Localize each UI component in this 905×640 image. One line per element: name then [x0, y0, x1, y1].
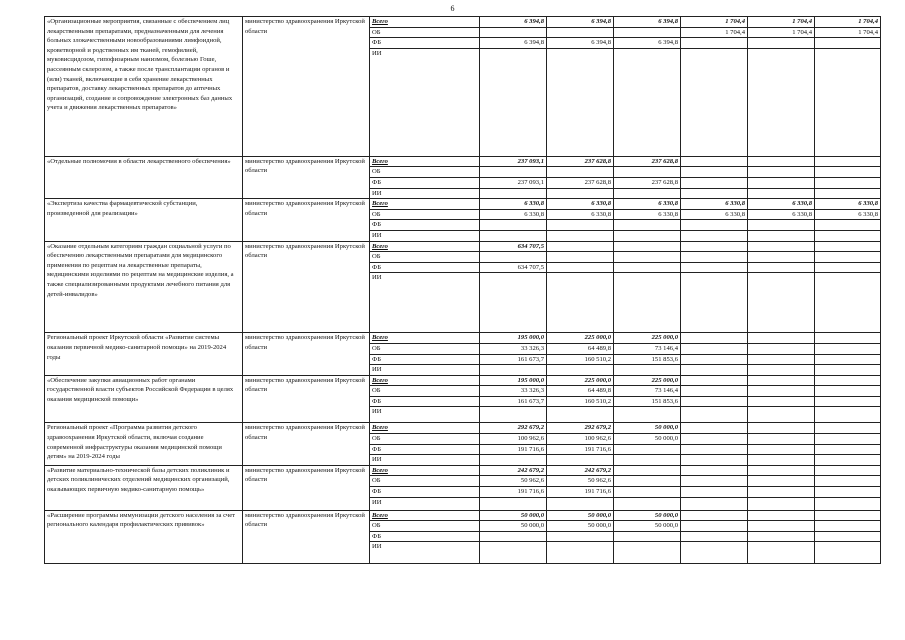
amount-cell: 6 330,8 — [748, 199, 815, 210]
amount-cell — [748, 38, 815, 49]
funding-source: Всего — [370, 156, 480, 167]
table-row — [45, 375, 881, 386]
amount-cell — [547, 167, 614, 178]
amount-cell — [614, 407, 681, 423]
amount-cell — [480, 167, 547, 178]
amount-cell — [815, 434, 881, 445]
amount-cell — [748, 343, 815, 354]
amount-cell — [815, 177, 881, 188]
amount-cell: 50 000,0 — [614, 434, 681, 445]
amount-cell — [815, 167, 881, 178]
amount-cell — [748, 434, 815, 445]
amount-cell — [681, 156, 748, 167]
funding-source: ОБ — [370, 521, 480, 532]
amount-cell: 50 000,0 — [480, 510, 547, 521]
amount-cell — [480, 497, 547, 510]
amount-cell — [614, 476, 681, 487]
funding-source: ОБ — [370, 434, 480, 445]
funding-source: Всего — [370, 333, 480, 344]
amount-cell — [547, 542, 614, 564]
amount-cell — [681, 375, 748, 386]
amount-cell — [681, 252, 748, 263]
amount-cell: 64 489,8 — [547, 343, 614, 354]
page-number: 6 — [450, 4, 455, 13]
amount-cell — [748, 487, 815, 498]
amount-cell: 237 093,1 — [480, 156, 547, 167]
amount-cell — [681, 273, 748, 333]
amount-cell: 634 707,5 — [480, 241, 547, 252]
responsible-org: министерство здравоохранения Иркутской области — [243, 241, 370, 333]
amount-cell — [547, 262, 614, 273]
amount-cell — [748, 521, 815, 532]
amount-cell — [748, 177, 815, 188]
responsible-org: министерство здравоохранения Иркутской области — [243, 199, 370, 241]
amount-cell — [681, 38, 748, 49]
amount-cell: 1 704,4 — [681, 17, 748, 28]
funding-source: ОБ — [370, 27, 480, 38]
funding-source: ФБ — [370, 531, 480, 542]
measure-name: «Обеспечение закупки авиационных работ органами государственной власти субъектов Российской Федерации в целях оказания медицинской помощи» — [45, 375, 243, 423]
amount-cell — [815, 230, 881, 241]
funding-source: Всего — [370, 375, 480, 386]
amount-cell — [815, 333, 881, 344]
amount-cell — [547, 497, 614, 510]
amount-cell — [547, 48, 614, 156]
amount-cell: 100 962,6 — [480, 434, 547, 445]
amount-cell — [681, 262, 748, 273]
measure-name: Региональный проект Иркутской области «Развитие системы оказания первичной медико-санитарной помощи» на 2019-2024 годы — [45, 333, 243, 375]
amount-cell: 50 000,0 — [480, 521, 547, 532]
amount-cell: 237 628,8 — [547, 156, 614, 167]
amount-cell: 191 716,6 — [547, 444, 614, 455]
amount-cell — [815, 354, 881, 365]
amount-cell — [748, 354, 815, 365]
amount-cell — [815, 407, 881, 423]
amount-cell — [748, 48, 815, 156]
funding-source: Всего — [370, 241, 480, 252]
amount-cell: 50 000,0 — [547, 510, 614, 521]
amount-cell: 191 716,6 — [480, 444, 547, 455]
amount-cell — [480, 531, 547, 542]
amount-cell — [815, 396, 881, 407]
amount-cell: 225 000,0 — [547, 375, 614, 386]
amount-cell: 6 330,8 — [547, 199, 614, 210]
amount-cell — [614, 230, 681, 241]
amount-cell: 50 000,0 — [547, 521, 614, 532]
amount-cell — [748, 510, 815, 521]
amount-cell — [681, 386, 748, 397]
amount-cell — [681, 423, 748, 434]
responsible-org: министерство здравоохранения Иркутской области — [243, 423, 370, 465]
amount-cell — [815, 220, 881, 231]
measure-name: «Экспертиза качества фармацевтической субстанции, произведенной для реализации» — [45, 199, 243, 241]
amount-cell — [681, 230, 748, 241]
amount-cell: 50 962,6 — [547, 476, 614, 487]
amount-cell — [815, 455, 881, 466]
amount-cell: 161 673,7 — [480, 354, 547, 365]
funding-source: Всего — [370, 17, 480, 28]
funding-source: ОБ — [370, 476, 480, 487]
amount-cell — [681, 407, 748, 423]
amount-cell — [547, 220, 614, 231]
amount-cell — [748, 386, 815, 397]
amount-cell — [614, 531, 681, 542]
amount-cell — [748, 476, 815, 487]
amount-cell: 50 000,0 — [614, 521, 681, 532]
amount-cell — [681, 521, 748, 532]
amount-cell — [748, 333, 815, 344]
amount-cell — [748, 252, 815, 263]
amount-cell — [681, 497, 748, 510]
responsible-org: министерство здравоохранения Иркутской области — [243, 156, 370, 198]
funding-source: ФБ — [370, 262, 480, 273]
funding-source: ОБ — [370, 167, 480, 178]
amount-cell — [748, 542, 815, 564]
amount-cell — [815, 423, 881, 434]
amount-cell: 6 394,8 — [614, 38, 681, 49]
funding-source: ОБ — [370, 209, 480, 220]
amount-cell: 195 000,0 — [480, 333, 547, 344]
funding-source: ИИ — [370, 497, 480, 510]
table-row — [45, 510, 881, 521]
amount-cell — [748, 396, 815, 407]
funding-source: ИИ — [370, 48, 480, 156]
amount-cell: 6 330,8 — [480, 209, 547, 220]
amount-cell — [547, 531, 614, 542]
amount-cell: 6 330,8 — [614, 199, 681, 210]
amount-cell — [748, 273, 815, 333]
amount-cell — [480, 27, 547, 38]
amount-cell: 6 330,8 — [681, 199, 748, 210]
amount-cell — [748, 375, 815, 386]
amount-cell — [815, 497, 881, 510]
amount-cell — [681, 531, 748, 542]
amount-cell — [681, 444, 748, 455]
funding-source: ИИ — [370, 273, 480, 333]
funding-source: ФБ — [370, 220, 480, 231]
amount-cell — [681, 396, 748, 407]
amount-cell: 242 679,2 — [547, 465, 614, 476]
amount-cell — [614, 497, 681, 510]
responsible-org: министерство здравоохранения Иркутской области — [243, 465, 370, 510]
amount-cell — [614, 262, 681, 273]
amount-cell — [614, 220, 681, 231]
amount-cell — [480, 455, 547, 466]
amount-cell: 237 628,8 — [614, 156, 681, 167]
measure-name: Региональный проект «Программа развития детского здравоохранения Иркутской области, включая создание современной инфраструктуры оказания медицинской помощи детям» на 2019-2024 годы — [45, 423, 243, 465]
amount-cell — [614, 465, 681, 476]
amount-cell: 6 330,8 — [681, 209, 748, 220]
amount-cell: 1 704,4 — [681, 27, 748, 38]
amount-cell — [547, 407, 614, 423]
amount-cell — [614, 167, 681, 178]
amount-cell — [748, 444, 815, 455]
table-row — [45, 423, 881, 434]
funding-source: ИИ — [370, 542, 480, 564]
amount-cell — [815, 252, 881, 263]
table-row — [45, 17, 881, 28]
funding-source: ФБ — [370, 444, 480, 455]
funding-source: ИИ — [370, 455, 480, 466]
amount-cell: 64 489,8 — [547, 386, 614, 397]
amount-cell — [815, 48, 881, 156]
amount-cell — [547, 188, 614, 199]
amount-cell — [681, 220, 748, 231]
amount-cell: 225 000,0 — [614, 375, 681, 386]
amount-cell — [547, 273, 614, 333]
amount-cell: 237 628,8 — [547, 177, 614, 188]
responsible-org: министерство здравоохранения Иркутской области — [243, 510, 370, 564]
amount-cell — [815, 156, 881, 167]
funding-source: Всего — [370, 423, 480, 434]
amount-cell: 50 962,6 — [480, 476, 547, 487]
amount-cell: 191 716,6 — [547, 487, 614, 498]
amount-cell: 73 146,4 — [614, 386, 681, 397]
amount-cell: 160 510,2 — [547, 396, 614, 407]
amount-cell — [681, 476, 748, 487]
amount-cell: 6 330,8 — [815, 209, 881, 220]
amount-cell — [815, 386, 881, 397]
amount-cell: 1 704,4 — [748, 27, 815, 38]
budget-table — [44, 16, 881, 564]
amount-cell — [614, 455, 681, 466]
amount-cell: 6 394,8 — [480, 38, 547, 49]
measure-name: «Расширение программы иммунизации детского населения за счет регионального календаря профилактических прививок» — [45, 510, 243, 564]
amount-cell — [480, 48, 547, 156]
amount-cell — [748, 497, 815, 510]
table-row — [45, 199, 881, 210]
amount-cell — [547, 230, 614, 241]
amount-cell: 1 704,4 — [815, 17, 881, 28]
amount-cell — [614, 542, 681, 564]
amount-cell: 634 707,5 — [480, 262, 547, 273]
amount-cell: 195 000,0 — [480, 375, 547, 386]
amount-cell — [748, 188, 815, 199]
amount-cell: 73 146,4 — [614, 343, 681, 354]
amount-cell: 242 679,2 — [480, 465, 547, 476]
amount-cell — [681, 354, 748, 365]
amount-cell — [815, 365, 881, 376]
amount-cell — [815, 375, 881, 386]
amount-cell — [681, 48, 748, 156]
amount-cell — [815, 188, 881, 199]
amount-cell: 225 000,0 — [547, 333, 614, 344]
amount-cell — [480, 220, 547, 231]
amount-cell — [815, 273, 881, 333]
amount-cell: 237 093,1 — [480, 177, 547, 188]
amount-cell — [480, 188, 547, 199]
amount-cell: 1 704,4 — [748, 17, 815, 28]
amount-cell — [815, 521, 881, 532]
funding-source: ИИ — [370, 365, 480, 376]
amount-cell — [748, 365, 815, 376]
amount-cell — [748, 230, 815, 241]
amount-cell — [681, 365, 748, 376]
table-row — [45, 465, 881, 476]
amount-cell — [614, 27, 681, 38]
amount-cell — [815, 38, 881, 49]
amount-cell — [614, 487, 681, 498]
amount-cell — [614, 241, 681, 252]
amount-cell: 292 679,2 — [480, 423, 547, 434]
amount-cell — [614, 365, 681, 376]
amount-cell — [480, 252, 547, 263]
amount-cell: 50 000,0 — [614, 423, 681, 434]
amount-cell — [815, 487, 881, 498]
amount-cell: 6 330,8 — [614, 209, 681, 220]
responsible-org: министерство здравоохранения Иркутской области — [243, 17, 370, 157]
responsible-org: министерство здравоохранения Иркутской области — [243, 375, 370, 423]
amount-cell — [681, 188, 748, 199]
amount-cell — [681, 241, 748, 252]
amount-cell: 6 330,8 — [748, 209, 815, 220]
amount-cell — [748, 167, 815, 178]
table-row — [45, 333, 881, 344]
amount-cell: 151 853,6 — [614, 396, 681, 407]
amount-cell — [681, 167, 748, 178]
amount-cell: 50 000,0 — [614, 510, 681, 521]
amount-cell — [748, 407, 815, 423]
amount-cell: 6 330,8 — [480, 199, 547, 210]
funding-source: Всего — [370, 199, 480, 210]
measure-name: «Развитие материально-технической базы детских поликлиник и детских поликлинических отделений медицинских организаций, оказывающих первичную медико-санитарную помощь» — [45, 465, 243, 510]
funding-source: ФБ — [370, 487, 480, 498]
amount-cell — [681, 455, 748, 466]
amount-cell: 6 394,8 — [547, 17, 614, 28]
amount-cell — [815, 542, 881, 564]
amount-cell — [614, 188, 681, 199]
amount-cell: 191 716,6 — [480, 487, 547, 498]
amount-cell — [815, 476, 881, 487]
amount-cell — [681, 510, 748, 521]
amount-cell — [681, 343, 748, 354]
amount-cell — [815, 241, 881, 252]
funding-source: ИИ — [370, 188, 480, 199]
measure-name: «Отдельные полномочия в области лекарственного обеспечения» — [45, 156, 243, 198]
funding-source: ИИ — [370, 230, 480, 241]
amount-cell — [480, 365, 547, 376]
funding-source: ОБ — [370, 252, 480, 263]
funding-source: ИИ — [370, 407, 480, 423]
amount-cell — [815, 531, 881, 542]
funding-source: Всего — [370, 465, 480, 476]
amount-cell — [815, 343, 881, 354]
amount-cell — [681, 542, 748, 564]
measure-name: «Оказание отдельным категориям граждан социальной услуги по обеспечению лекарственными препаратами для медицинского применения по рецептам на лекарственные препараты, медицинскими изделиями по рецептам на медицинские изделия, а также специализированными продуктами лечебного питания для детей-инвалидов» — [45, 241, 243, 333]
amount-cell: 100 962,6 — [547, 434, 614, 445]
amount-cell: 292 679,2 — [547, 423, 614, 434]
amount-cell — [748, 465, 815, 476]
amount-cell: 33 326,3 — [480, 386, 547, 397]
amount-cell — [480, 542, 547, 564]
table-row — [45, 156, 881, 167]
responsible-org: министерство здравоохранения Иркутской области — [243, 333, 370, 375]
amount-cell — [547, 27, 614, 38]
amount-cell — [681, 333, 748, 344]
amount-cell — [748, 241, 815, 252]
amount-cell — [748, 262, 815, 273]
amount-cell — [480, 407, 547, 423]
amount-cell: 6 394,8 — [480, 17, 547, 28]
amount-cell — [547, 365, 614, 376]
amount-cell — [815, 262, 881, 273]
amount-cell — [748, 531, 815, 542]
funding-source: ОБ — [370, 343, 480, 354]
funding-source: ФБ — [370, 354, 480, 365]
amount-cell — [547, 252, 614, 263]
table-row — [45, 241, 881, 252]
funding-source: Всего — [370, 510, 480, 521]
amount-cell — [748, 423, 815, 434]
amount-cell: 237 628,8 — [614, 177, 681, 188]
amount-cell — [815, 510, 881, 521]
amount-cell — [681, 465, 748, 476]
amount-cell — [614, 273, 681, 333]
amount-cell: 161 673,7 — [480, 396, 547, 407]
amount-cell — [748, 220, 815, 231]
amount-cell: 1 704,4 — [815, 27, 881, 38]
amount-cell — [547, 241, 614, 252]
amount-cell — [681, 487, 748, 498]
amount-cell: 6 330,8 — [547, 209, 614, 220]
amount-cell — [815, 465, 881, 476]
amount-cell — [748, 455, 815, 466]
funding-source: ФБ — [370, 396, 480, 407]
amount-cell — [614, 444, 681, 455]
amount-cell: 6 394,8 — [547, 38, 614, 49]
amount-cell: 151 853,6 — [614, 354, 681, 365]
amount-cell — [681, 177, 748, 188]
amount-cell — [480, 230, 547, 241]
amount-cell — [480, 273, 547, 333]
funding-source: ФБ — [370, 38, 480, 49]
amount-cell: 6 330,8 — [815, 199, 881, 210]
funding-source: ФБ — [370, 177, 480, 188]
amount-cell: 33 326,3 — [480, 343, 547, 354]
amount-cell: 225 000,0 — [614, 333, 681, 344]
measure-name: «Организационные мероприятия, связанные с обеспечением лиц лекарственными препаратами, предназначенными для лечения больных злокачественными новообразованиями лимфоидной, кроветворной и родственных им тканей, гемофилией, муковисцидозом, гипофизарным нанизмом, болезнью Гоше, рассеянным склерозом, а также после трансплантации органов и (или) тканей, включающие в себя хранение лекарственных препаратов, доставку лекарственных препаратов до аптечных организаций, создание и сопровождение электронных баз данных учета и движения лекарственных препаратов» — [45, 17, 243, 157]
amount-cell — [748, 156, 815, 167]
amount-cell — [547, 455, 614, 466]
amount-cell — [681, 434, 748, 445]
amount-cell: 6 394,8 — [614, 17, 681, 28]
amount-cell: 160 510,2 — [547, 354, 614, 365]
funding-source: ОБ — [370, 386, 480, 397]
amount-cell — [815, 444, 881, 455]
amount-cell — [614, 48, 681, 156]
amount-cell — [614, 252, 681, 263]
